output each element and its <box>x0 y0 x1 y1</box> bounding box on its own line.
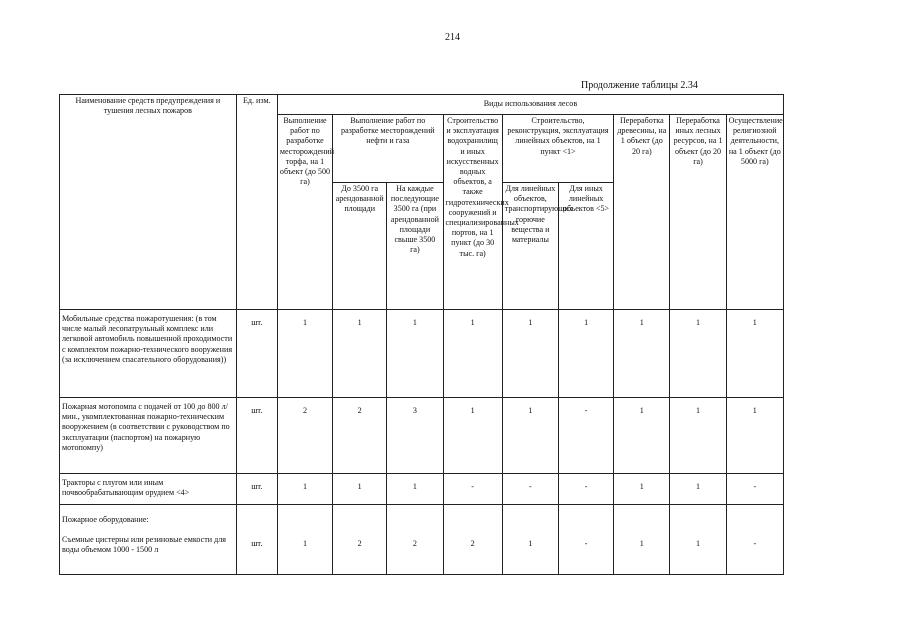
row-value: - <box>502 474 558 505</box>
row-unit: шт. <box>236 310 277 398</box>
row-value: 1 <box>670 310 726 398</box>
group-label: Пожарное оборудование: <box>62 515 149 524</box>
row-value: 1 <box>614 474 670 505</box>
table-row <box>60 310 784 398</box>
row-name: Съемные цистерны или резиновые емкости для воды объемом 1000 - 1500 л <box>62 535 227 555</box>
header-name-column: Наименование средств предупреждения и тушения лесных пожаров <box>60 95 237 310</box>
row-value: 2 <box>333 398 387 474</box>
row-value: - <box>443 474 502 505</box>
row-value: 2 <box>443 505 502 575</box>
header-oil-gas: Выполнение работ по разработке месторождений нефти и газа <box>333 115 443 183</box>
row-value: 2 <box>387 505 443 575</box>
row-unit: шт. <box>236 505 277 575</box>
header-religious-activity: Осуществление религиозной деятельности, на 1 объект (до 5000 га) <box>726 115 783 310</box>
row-value: 1 <box>277 505 332 575</box>
row-unit: шт. <box>236 398 277 474</box>
row-name: Мобильные средства пожаротушения: (в том числе малый лесопатрульный комплекс или легковой автомобиль повышенной проходимости с комплектом пожарно-технического вооружения (за исключением спасательного оборудования)) <box>60 310 237 398</box>
header-unit-column: Ед. изм. <box>236 95 277 310</box>
row-value: 1 <box>277 310 332 398</box>
row-value: - <box>726 505 783 575</box>
row-value: 1 <box>333 310 387 398</box>
row-value: 1 <box>502 398 558 474</box>
table-row <box>60 474 784 505</box>
table-continuation-label: Продолжение таблицы 2.34 <box>581 80 698 91</box>
row-value: - <box>726 474 783 505</box>
row-value: 3 <box>387 398 443 474</box>
row-name: Тракторы с плугом или иным почвообрабатывающим орудием <4> <box>60 474 237 505</box>
header-wood-processing: Переработка древесины, на 1 объект (до 20 га) <box>614 115 670 310</box>
header-uses-of-forests: Виды использования лесов <box>277 95 783 115</box>
header-peat-deposits: Выполнение работ по разработке месторождений торфа, на 1 объект (до 500 га) <box>277 115 332 310</box>
row-unit: шт. <box>236 474 277 505</box>
header-linear-other: Для иных линейных объектов <5> <box>558 183 613 310</box>
header-linear-objects: Строительство, реконструкция, эксплуатация линейных объектов, на 1 пункт <1> <box>502 115 613 183</box>
row-value: - <box>558 398 613 474</box>
row-value: 2 <box>333 505 387 575</box>
row-value: 1 <box>558 310 613 398</box>
row-value: 1 <box>387 310 443 398</box>
row-value: 1 <box>670 474 726 505</box>
row-value: 1 <box>614 310 670 398</box>
page-number: 214 <box>445 32 460 43</box>
row-value: - <box>558 474 613 505</box>
row-name: Пожарная мотопомпа с подачей от 100 до 800 л/мин., укомплектованная пожарно-техническим вооружением (в соответствии с руководством по эксплуатации (паспортом) на пожарную мотопомпу) <box>60 398 237 474</box>
row-value: 1 <box>443 398 502 474</box>
row-value: 1 <box>443 310 502 398</box>
header-oil-gas-each-next-3500: На каждые последующие 3500 га (при арендованной площади свыше 3500 га) <box>387 183 443 310</box>
row-value: 1 <box>333 474 387 505</box>
row-value: 1 <box>670 505 726 575</box>
row-value: 1 <box>387 474 443 505</box>
row-value: 1 <box>502 310 558 398</box>
row-value: 1 <box>726 310 783 398</box>
row-value: - <box>558 505 613 575</box>
row-value: 1 <box>277 474 332 505</box>
row-value: 1 <box>670 398 726 474</box>
row-value: 1 <box>726 398 783 474</box>
table-row <box>60 398 784 474</box>
fire-equipment-table <box>59 94 784 575</box>
row-value: 1 <box>614 398 670 474</box>
header-other-resources: Переработка иных лесных ресурсов, на 1 объект (до 20 га) <box>670 115 726 310</box>
header-oil-gas-up-to-3500: До 3500 га арендованной площади <box>333 183 387 310</box>
row-value: 1 <box>614 505 670 575</box>
table-row <box>60 505 784 575</box>
row-value: 2 <box>277 398 332 474</box>
row-value: 1 <box>502 505 558 575</box>
header-reservoirs: Строительство и эксплуатация водохранилищ и иных искусственных водных объектов, а также гидротехнических сооружений и специализированных портов, на 1 пункт (до 30 тыс. га) <box>443 115 502 310</box>
header-linear-flammable: Для линейных объектов, транспортирующих горючие вещества и материалы <box>502 183 558 310</box>
